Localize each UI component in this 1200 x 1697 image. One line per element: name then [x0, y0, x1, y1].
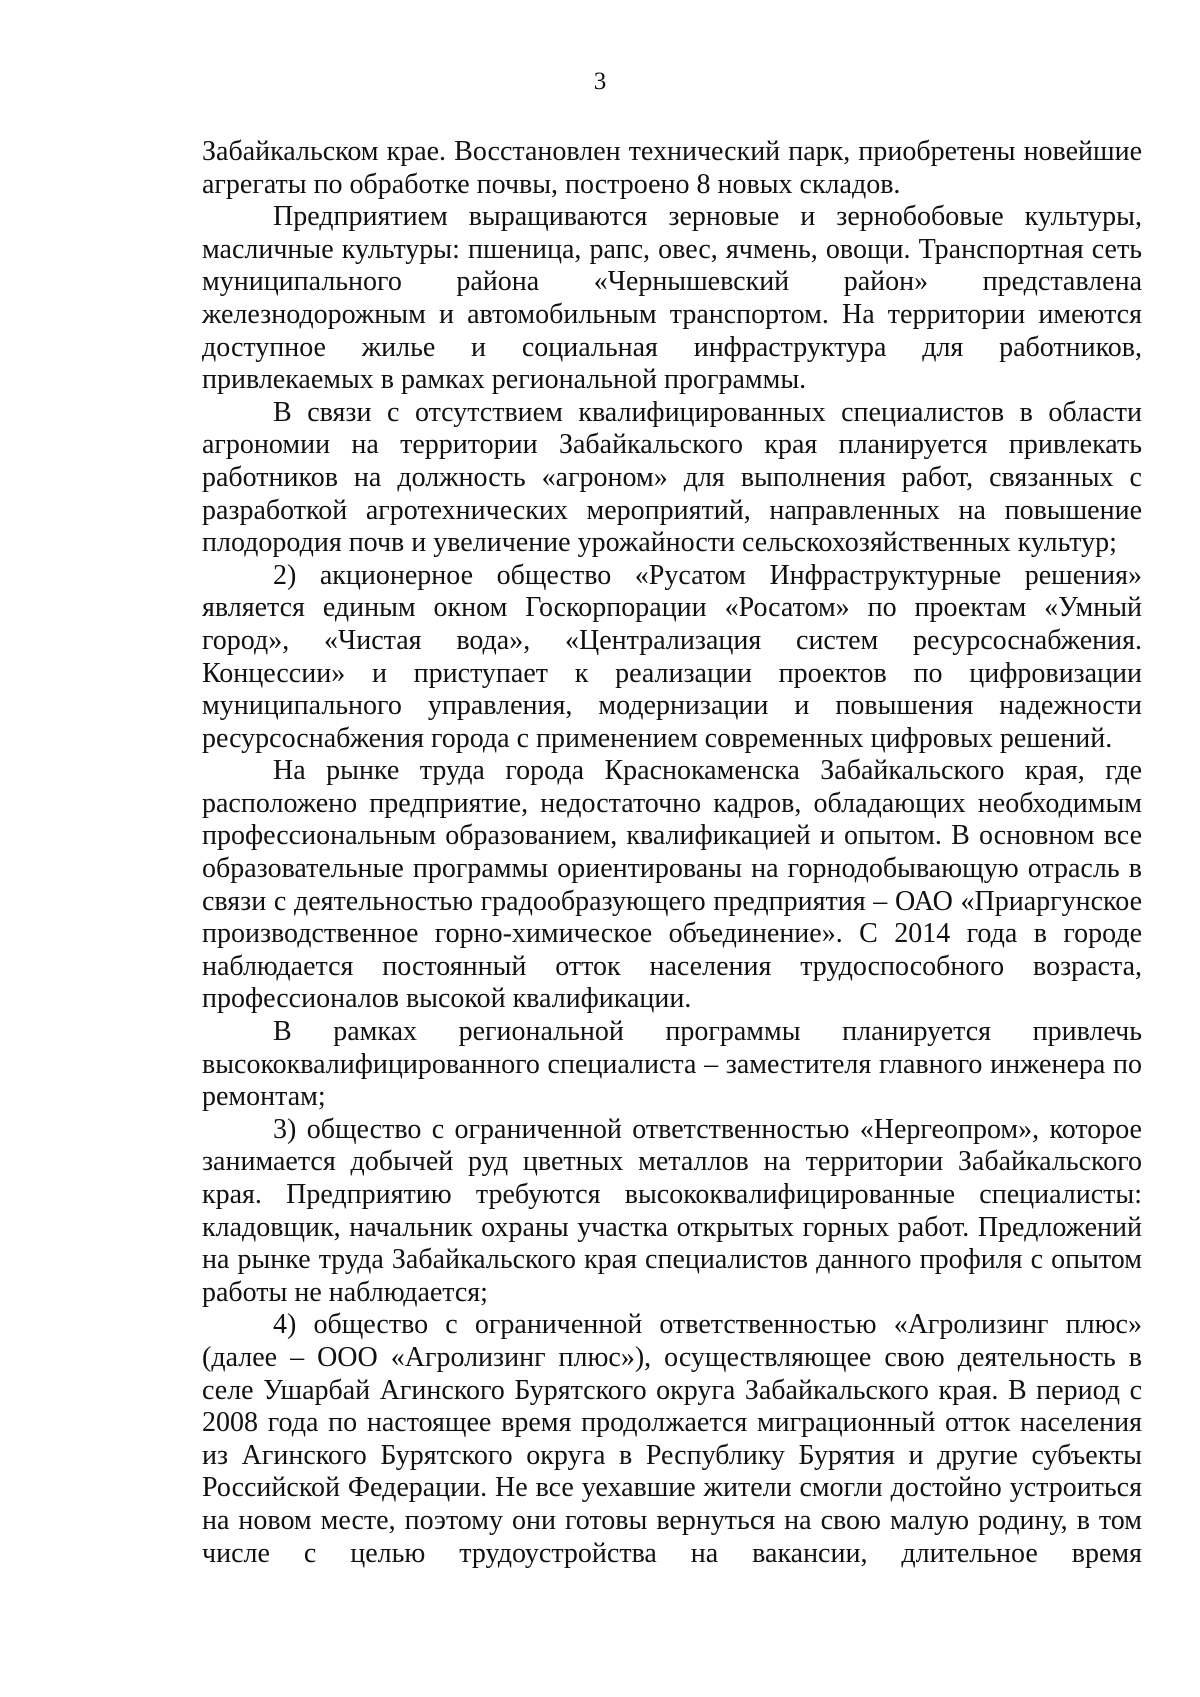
paragraph-continuation: Забайкальском крае. Восстановлен технический парк, приобретены новейшие агрегаты по обработке почвы, построено 8 новых складов. — [202, 136, 1142, 200]
paragraph-nergeoprom: 3) общество с ограниченной ответственностью «Нергеопром», которое занимается добычей руд цветных металлов на территории Забайкальского края. Предприятию требуются высококвалифицированные специалисты: кладовщик, начальник охраны участка открытых горных работ. Предложений на рынке труда Забайкальского края специалистов данного профиля с опытом работы не наблюдается; — [202, 1113, 1142, 1308]
paragraph-deputy-engineer: В рамках региональной программы планируется привлечь высококвалифицированного специалиста – заместителя главного инженера по ремонтам; — [202, 1016, 1142, 1113]
paragraph-krasnokamensk: На рынке труда города Краснокаменска Забайкальского края, где расположено предприятие, недостаточно кадров, обладающих необходимым профессиональным образованием, квалификацией и опытом. В основном все образовательные программы ориентированы на горнодобывающую отрасль в связи с деятельностью градообразующего предприятия – ОАО «Приаргунское производственное горно-химическое объединение». С 2014 года в городе наблюдается постоянный отток населения трудоспособного возраста, профессионалов высокой квалификации. — [202, 755, 1142, 1015]
paragraph-rusatom: 2) акционерное общество «Русатом Инфраструктурные решения» является единым окном Госкорпорации «Росатом» по проектам «Умный город», «Чистая вода», «Централизация систем ресурсоснабжения. Концессии» и приступает к реализации проектов по цифровизации муниципального управления, модернизации и повышения надежности ресурсоснабжения города с применением современных цифровых решений. — [202, 559, 1142, 754]
paragraph-crops-transport: Предприятием выращиваются зерновые и зернобобовые культуры, масличные культуры: пшеница, рапс, овес, ячмень, овощи. Транспортная сеть муниципального района «Чернышевский район» представлена железнодорожным и автомобильным транспортом. На территории имеются доступное жилье и социальная инфраструктура для работников, привлекаемых в рамках региональной программы. — [202, 201, 1142, 396]
paragraph-agroleasing: 4) общество с ограниченной ответственностью «Агролизинг плюс» (далее – ООО «Агролизинг плюс»), осуществляющее свою деятельность в селе Ушарбай Агинского Бурятского округа Забайкальского края. В период с 2008 года по настоящее время продолжается миграционный отток населения из Агинского Бурятского округа в Республику Бурятия и другие субъекты Российской Федерации. Не все уехавшие жители смогли достойно устроиться на новом месте, поэтому они готовы вернуться на свою малую родину, в том числе с целью трудоустройства на вакансии, длительное время — [202, 1309, 1142, 1569]
document-body — [202, 136, 1142, 1570]
paragraph-agronomist: В связи с отсутствием квалифицированных специалистов в области агрономии на территории Забайкальского края планируется привлекать работников на должность «агроном» для выполнения работ, связанных с разработкой агротехнических мероприятий, направленных на повышение плодородия почв и увеличение урожайности сельскохозяйственных культур; — [202, 396, 1142, 559]
page-number: 3 — [593, 68, 607, 95]
